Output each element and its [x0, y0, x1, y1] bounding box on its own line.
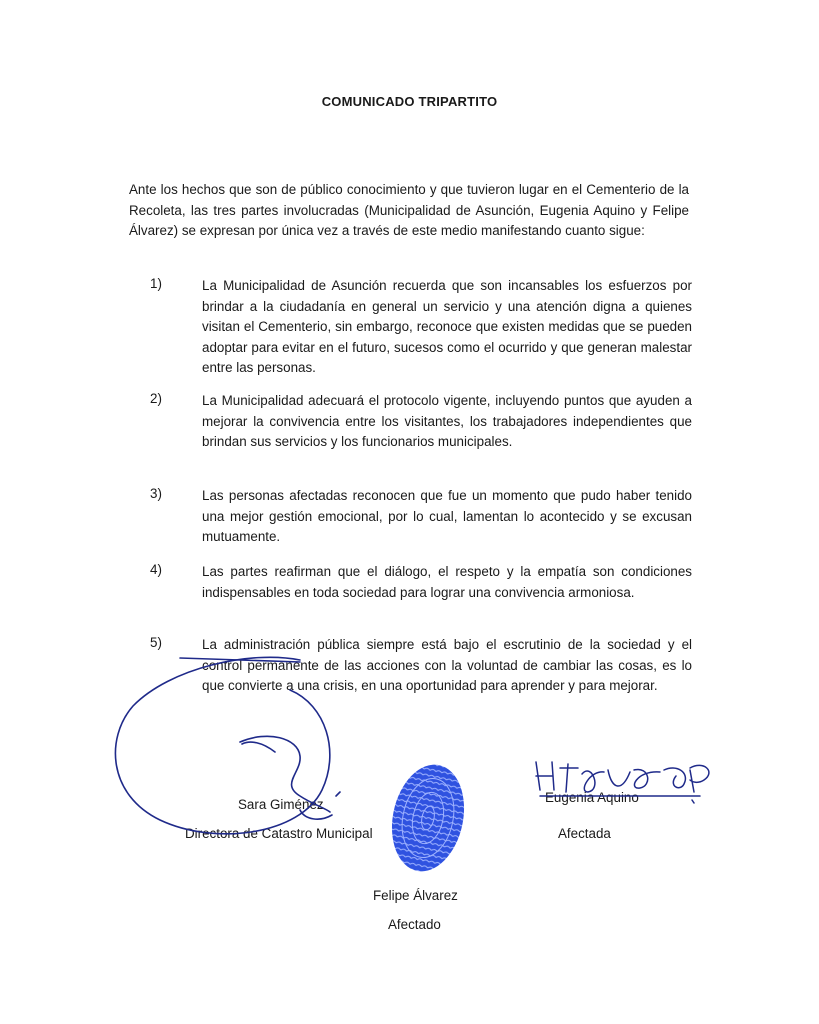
document-title: COMUNICADO TRIPARTITO — [321, 94, 498, 109]
item-number: 2) — [150, 391, 162, 406]
item-number: 5) — [150, 635, 162, 650]
intro-paragraph: Ante los hechos que son de público conocimiento y que tuvieron lugar en el Cementerio de la Recoleta, las tres partes involucradas (Municipalidad de Asunción, Eugenia Aquino y Felipe Álvarez) se expresan por única vez a través de este medio manifestando cuanto sigue: — [129, 182, 689, 238]
item-number: 3) — [150, 486, 162, 501]
item-text: Las personas afectadas reconocen que fue un momento que pudo haber tenido una mejor gestión emocional, por lo cual, lamentan lo acontecido y se excusan mutuamente. — [202, 488, 692, 544]
signatory-role-sara: Directora de Catastro Municipal — [185, 826, 373, 841]
signatory-name-eugenia: Eugenia Aquino — [545, 790, 639, 805]
signatory-name-sara: Sara Giménez — [238, 797, 324, 812]
item-text: La Municipalidad adecuará el protocolo vigente, incluyendo puntos que ayuden a mejorar la convivencia entre los visitantes, los trabajadores independientes que brindan sus servicios y los funcionarios municipales. — [202, 393, 692, 449]
fingerprint-icon — [383, 758, 474, 878]
item-text: La Municipalidad de Asunción recuerda que son incansables los esfuerzos por brindar a la ciudadanía en general un servicio y una atención digna a quienes visitan el Cementerio, sin embargo, reconoce que existen medidas que se pueden adoptar para evitar en el futuro, sucesos como el ocurrido y que generan malestar entre las personas. — [202, 278, 692, 375]
item-text: La administración pública siempre está bajo el escrutinio de la sociedad y el control permanente de las acciones con la voluntad de cambiar las cosas, es lo que convierte a una crisis, en una oportunidad para aprender y para mejorar. — [202, 637, 692, 693]
item-number: 4) — [150, 562, 162, 577]
signatory-name-felipe: Felipe Álvarez — [373, 888, 458, 903]
item-text: Las partes reafirman que el diálogo, el respeto y la empatía son condiciones indispensables en toda sociedad para lograr una convivencia armoniosa. — [202, 564, 692, 600]
signatory-role-felipe: Afectado — [388, 917, 441, 932]
item-number: 1) — [150, 276, 162, 291]
signatory-role-eugenia: Afectada — [558, 826, 611, 841]
